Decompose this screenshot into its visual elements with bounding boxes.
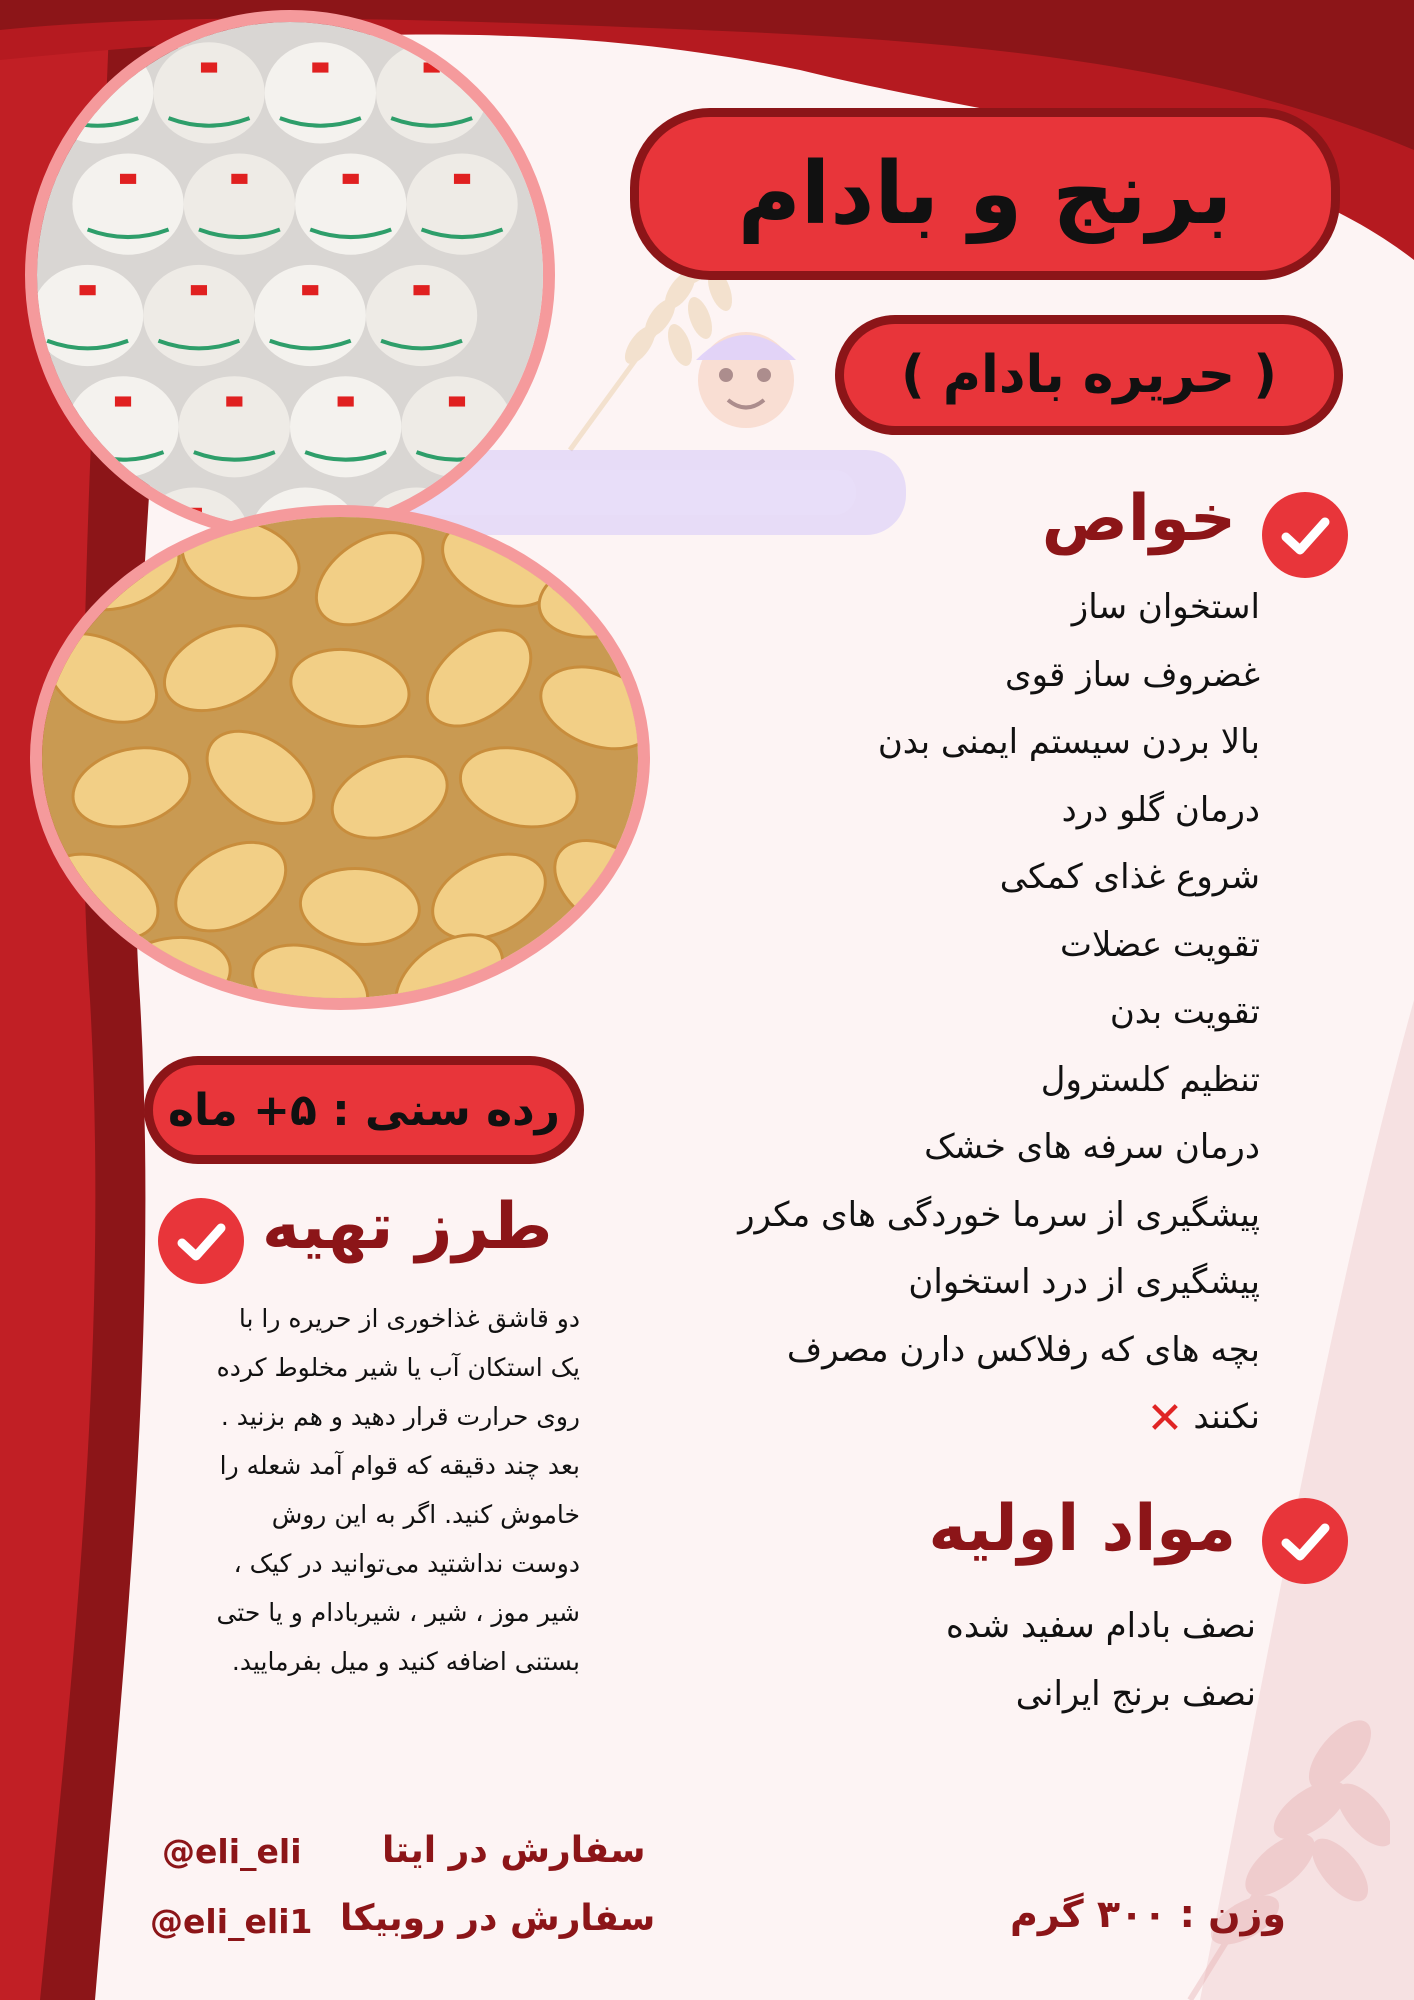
list-item <box>540 1384 1260 1452</box>
order-rubika-label: سفارش در روبیکا <box>340 1898 656 1939</box>
order-rubika-handle[interactable]: @eli_eli1 <box>150 1902 313 1941</box>
page-subtitle: ( حریره بادام ) <box>835 315 1343 435</box>
method-line: بعد چند دقیقه که قوام آمد شعله را <box>219 1451 580 1480</box>
method-line: بستنی اضافه کنید و میل بفرمایید. <box>231 1647 580 1676</box>
list-item: پیشگیری از درد استخوان <box>908 1262 1260 1302</box>
list-item: استخوان ساز <box>1071 587 1260 627</box>
benefits-list <box>540 574 1260 1452</box>
list-item: بالا بردن سیستم ایمنی بدن <box>877 722 1260 762</box>
list-item: نصف برنج ایرانی <box>1015 1674 1256 1714</box>
method-line: شیر موز ، شیر ، شیربادام و یا حتی <box>216 1598 580 1627</box>
list-item: تقویت عضلات <box>1060 924 1260 965</box>
check-icon <box>158 1198 244 1284</box>
list-item: تقویت بدن <box>1109 992 1260 1032</box>
check-icon <box>1262 492 1348 578</box>
benefits-heading: خواص <box>1041 482 1236 556</box>
rice-bags-photo <box>25 10 555 540</box>
ingredients-heading: مواد اولیه <box>928 1492 1236 1566</box>
leaf-icon <box>1150 1700 1390 2000</box>
list-item: غضروف ساز قوی <box>1005 654 1260 695</box>
list-item: پیشگیری از سرما خوردگی های مکرر <box>738 1194 1260 1235</box>
list-item: درمان سرفه های خشک <box>924 1127 1260 1167</box>
page-title: برنج و بادام <box>630 108 1340 280</box>
age-badge: رده سنی : ۵+ ماه <box>144 1056 584 1164</box>
order-eitaa-label: سفارش در ایتا <box>382 1830 646 1871</box>
check-icon <box>1262 1498 1348 1584</box>
list-item: درمان گلو درد <box>1061 789 1260 830</box>
list-item: شروع غذای کمکی <box>999 857 1260 897</box>
method-text <box>140 1294 580 1686</box>
order-eitaa-handle[interactable]: @eli_eli <box>162 1832 302 1871</box>
method-line: روی حرارت قرار دهید و هم بزنید . <box>220 1402 580 1431</box>
list-item: بچه های که رفلاکس دارن مصرف <box>786 1329 1260 1370</box>
list-item-label: نکنند <box>1193 1397 1260 1437</box>
method-line: یک استکان آب یا شیر مخلوط کرده <box>216 1353 580 1382</box>
method-line: دو قاشق غذاخوری از حریره را با <box>238 1304 580 1333</box>
method-line: دوست نداشتید می‌توانید در کیک ، <box>233 1549 580 1578</box>
list-item: تنظیم کلسترول <box>1040 1059 1260 1100</box>
weight-label: وزن : ۳۰۰ گرم <box>1010 1892 1287 1936</box>
list-item: نصف بادام سفید شده <box>946 1606 1256 1646</box>
x-icon: ✕ <box>1146 1392 1184 1444</box>
method-heading: طرز تهیه <box>262 1190 553 1264</box>
method-line: خاموش کنید. اگر به این روش <box>271 1500 580 1529</box>
